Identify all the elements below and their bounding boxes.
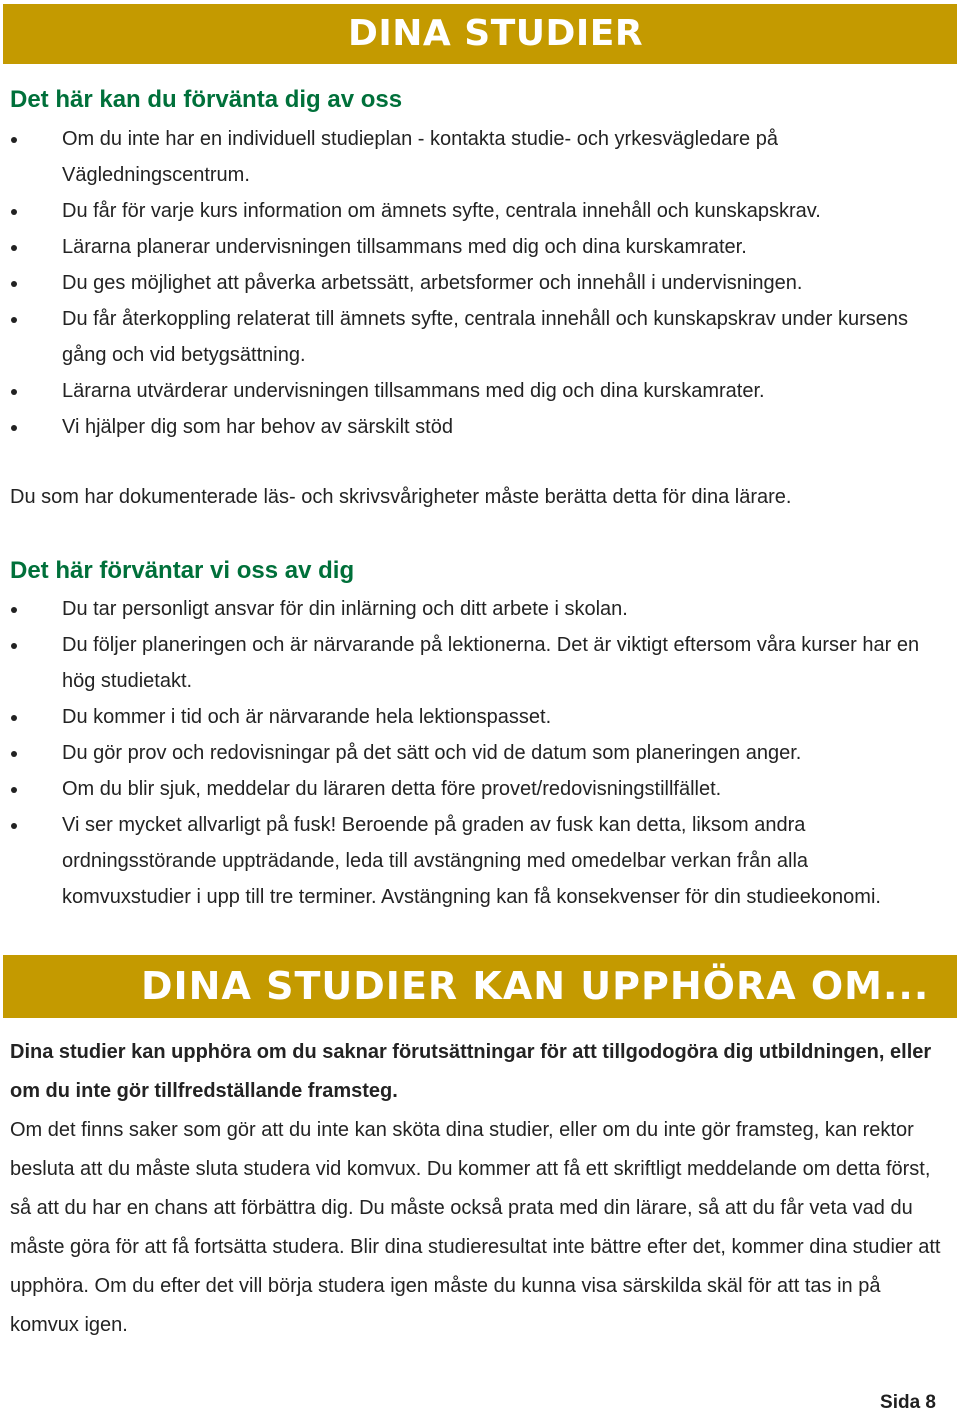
page-number: Sida 8 xyxy=(880,1392,936,1413)
header-banner xyxy=(3,4,957,64)
section-heading-expectations-of-us: Det här kan du förvänta dig av oss xyxy=(10,86,403,113)
note-reading-difficulties: Du som har dokumenterade läs- och skrivsvårigheter måste berätta detta för dina lärare. xyxy=(10,486,792,508)
list-item: Om du inte har en individuell studieplan - kontakta studie- och yrkesvägledare på Vägledningscentrum. xyxy=(0,121,932,193)
list-item: Om du blir sjuk, meddelar du läraren detta före provet/redovisningstillfället. xyxy=(0,771,932,807)
list-item: Lärarna planerar undervisningen tillsammans med dig och dina kurskamrater. xyxy=(0,229,932,265)
list-item: Du tar personligt ansvar för din inlärning och ditt arbete i skolan. xyxy=(0,591,932,627)
list-item: Vi hjälper dig som har behov av särskilt stöd xyxy=(0,409,932,445)
lead-paragraph: Dina studier kan upphöra om du saknar förutsättningar för att tillgodogöra dig utbildningen, eller om du inte gör tillfredställande framsteg. xyxy=(10,1041,932,1102)
list-item: Du kommer i tid och är närvarande hela lektionspasset. xyxy=(0,699,932,735)
section-banner-title: DINA STUDIER KAN UPPHÖRA OM... xyxy=(141,964,930,1008)
list-item: Du ges möjlighet att påverka arbetssätt, arbetsformer och innehåll i undervisningen. xyxy=(0,265,932,301)
list-expectations-of-us xyxy=(0,121,932,445)
list-item: Du får återkoppling relaterat till ämnets syfte, centrala innehåll och kunskapskrav under kursens gång och vid betygsättning. xyxy=(0,301,932,373)
section-banner xyxy=(3,955,957,1018)
list-item: Du följer planeringen och är närvarande på lektionerna. Det är viktigt eftersom våra kurser har en hög studietakt. xyxy=(0,627,932,699)
list-expectations-of-you xyxy=(0,591,932,915)
list-item: Du får för varje kurs information om ämnets syfte, centrala innehåll och kunskapskrav. xyxy=(0,193,932,229)
page-title: DINA STUDIER xyxy=(348,13,644,54)
section-heading-expectations-of-you: Det här förväntar vi oss av dig xyxy=(10,557,355,584)
list-item: Du gör prov och redovisningar på det sätt och vid de datum som planeringen anger. xyxy=(0,735,932,771)
list-item: Vi ser mycket allvarligt på fusk! Beroende på graden av fusk kan detta, liksom andra ordningsstörande uppträdande, leda till avstängning med omedelbar verkan från alla komvuxstudier i upp till tre terminer. Avstängning kan få konsekvenser för din studieekonomi. xyxy=(0,807,932,915)
body-paragraph: Om det finns saker som gör att du inte kan sköta dina studier, eller om du inte gör framsteg, kan rektor besluta att du måste sluta studera vid komvux. Du kommer att få ett skriftligt meddelande om detta först, så att du har en chans att förbättra dig. Du måste också prata med din lärare, så att du får veta vad du måste göra för att få fortsätta studera. Blir dina studieresultat inte bättre efter det, kommer dina studier att upphöra. Om du efter det vill börja studera igen måste du kunna visa särskilda skäl för att tas in på komvux igen. xyxy=(10,1119,941,1336)
list-item: Lärarna utvärderar undervisningen tillsammans med dig och dina kurskamrater. xyxy=(0,373,932,409)
